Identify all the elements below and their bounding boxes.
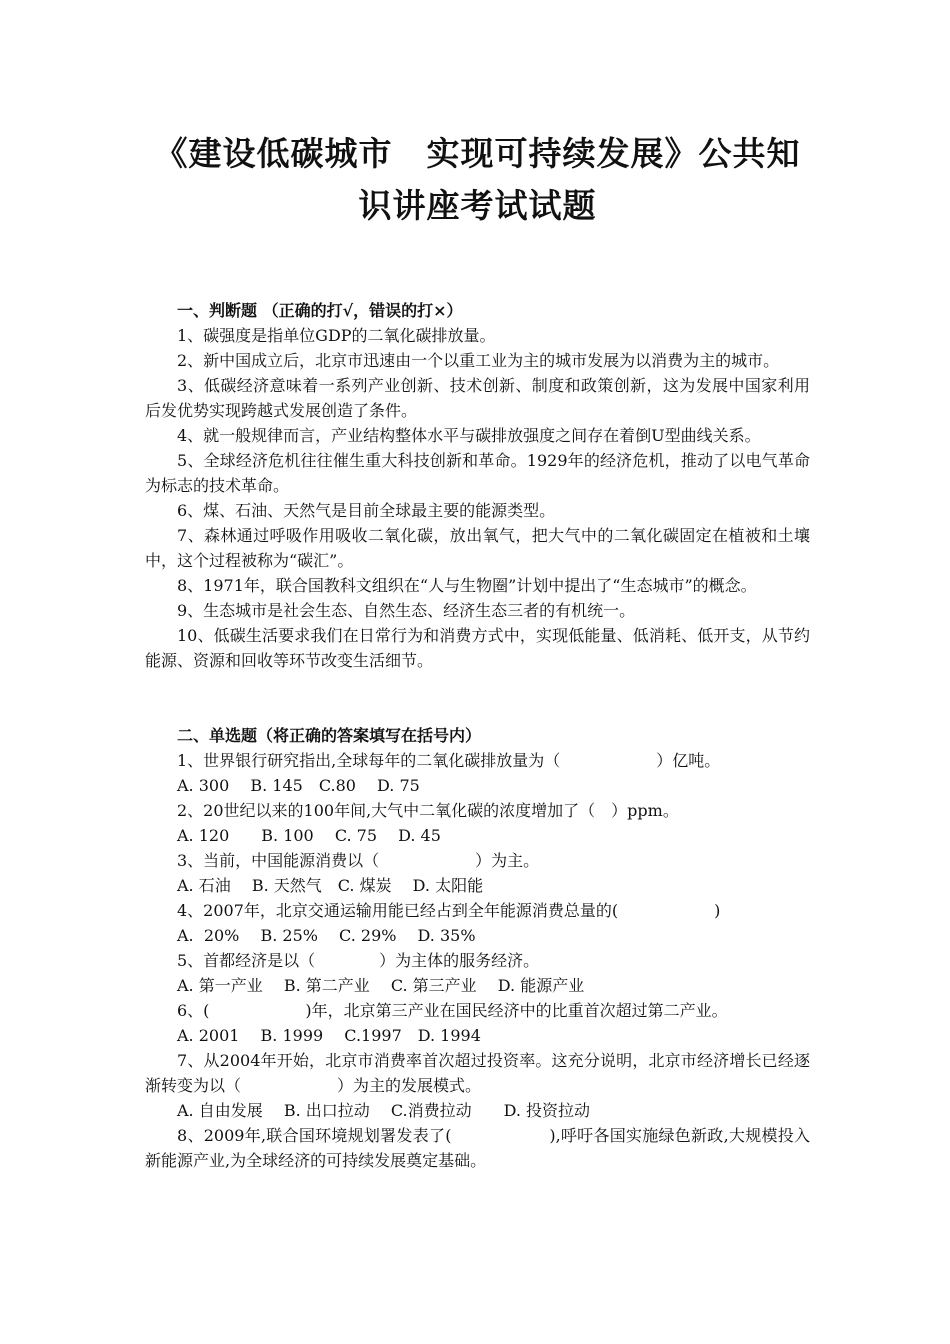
- question-text: 6、( )年，北京第三产业在国民经济中的比重首次超过第二产业。: [177, 1001, 728, 1020]
- title-line-2: 识讲座考试试题: [358, 186, 597, 225]
- question-options: A. 石油 B. 天然气 C. 煤炭 D. 太阳能: [177, 876, 484, 895]
- question-text: 2、20世纪以来的100年间,大气中二氧化碳的浓度增加了（ ）ppm。: [177, 801, 679, 820]
- section-heading: 一、判断题 （正确的打√，错误的打×）: [177, 301, 463, 320]
- question-text: 4、2007年，北京交通运输用能已经占到全年能源消费总量的( ): [177, 901, 721, 920]
- question-item: 3、低碳经济意味着一系列产业创新、技术创新、制度和政策创新，这为发展中国家利用后发优势实现跨越式发展创造了条件。: [145, 376, 810, 420]
- question-text: 5、首都经济是以（ ）为主体的服务经济。: [177, 951, 540, 970]
- question-text: 7、从2004年开始，北京市消费率首次超过投资率。这充分说明，北京市经济增长已经逐渐转变为以（ ）为主的发展模式。: [145, 1051, 810, 1095]
- question-options: A. 120 B. 100 C. 75 D. 45: [177, 826, 441, 845]
- question-text: 3、当前，中国能源消费以（ ）为主。: [177, 851, 540, 870]
- question-item: 7、森林通过呼吸作用吸收二氧化碳，放出氧气，把大气中的二氧化碳固定在植被和土壤中，这个过程被称为“碳汇”。: [145, 526, 810, 570]
- question-text: 1、世界银行研究指出,全球每年的二氧化碳排放量为（ ）亿吨。: [177, 751, 721, 770]
- section-heading: 二、单选题（将正确的答案填写在括号内）: [177, 726, 482, 745]
- question-options: A. 自由发展 B. 出口拉动 C.消费拉动 D. 投资拉动: [177, 1101, 591, 1120]
- question-item: 6、煤、石油、天然气是目前全球最主要的能源类型。: [177, 501, 556, 520]
- question-options: A. 第一产业 B. 第二产业 C. 第三产业 D. 能源产业: [177, 976, 585, 995]
- question-item: 10、低碳生活要求我们在日常行为和消费方式中，实现低能量、低消耗、低开支，从节约能源、资源和回收等环节改变生活细节。: [145, 626, 810, 670]
- question-options: A. 20% B. 25% C. 29% D. 35%: [177, 926, 476, 945]
- question-options: A. 2001 B. 1999 C.1997 D. 1994: [177, 1026, 481, 1045]
- question-item: 5、全球经济危机往往催生重大科技创新和革命。1929年的经济危机，推动了以电气革命为标志的技术革命。: [145, 451, 810, 495]
- question-item: 8、1971年，联合国教科文组织在“人与生物圈”计划中提出了“生态城市”的概念。: [177, 576, 757, 595]
- title-line-1: 《建设低碳城市 实现可持续发展》公共知: [154, 134, 801, 173]
- question-options: A. 300 B. 145 C.80 D. 75: [177, 776, 420, 795]
- document-title: [145, 128, 810, 232]
- section-true-false: [145, 298, 810, 673]
- question-text: 8、2009年,联合国环境规划署发表了( ),呼吁各国实施绿色新政,大规模投入新能源产业,为全球经济的可持续发展奠定基础。: [145, 1126, 810, 1170]
- question-item: 4、就一般规律而言，产业结构整体水平与碳排放强度之间存在着倒U型曲线关系。: [177, 426, 761, 445]
- question-item: 9、生态城市是社会生态、自然生态、经济生态三者的有机统一。: [177, 601, 636, 620]
- document-page: [145, 128, 810, 1173]
- section-single-choice: [145, 723, 810, 1173]
- question-item: 2、新中国成立后，北京市迅速由一个以重工业为主的城市发展为以消费为主的城市。: [177, 351, 780, 370]
- question-item: 1、碳强度是指单位GDP的二氧化碳排放量。: [177, 326, 496, 345]
